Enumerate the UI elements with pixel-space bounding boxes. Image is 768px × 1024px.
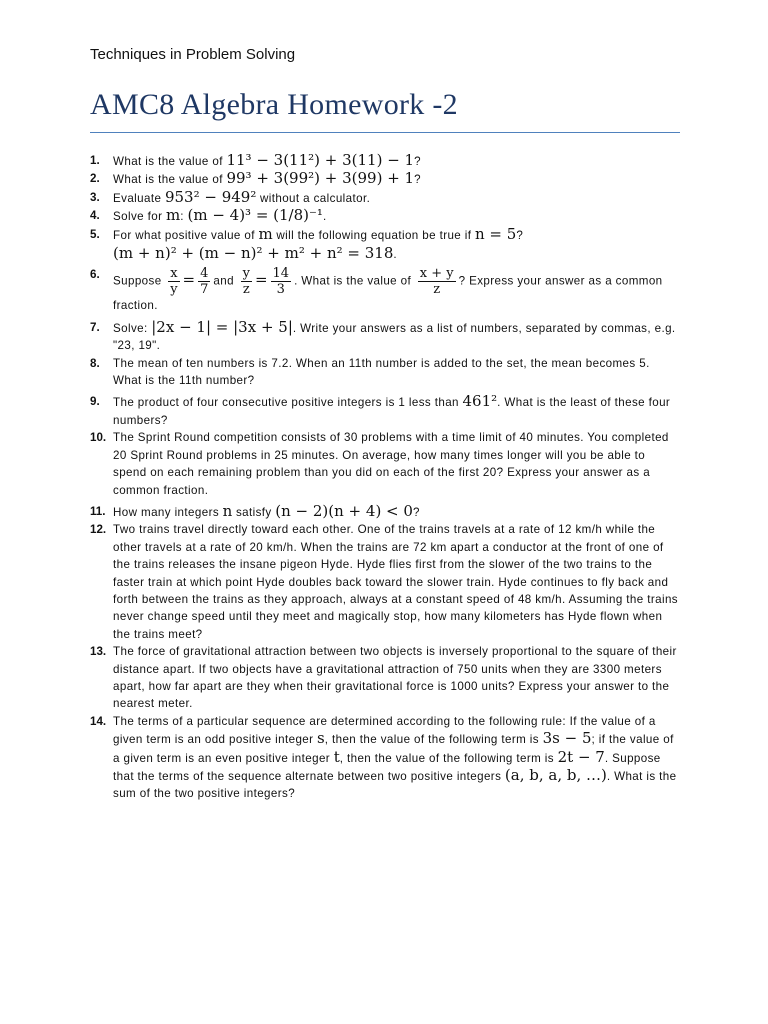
problem-text: ? — [414, 155, 421, 168]
problem-4 — [90, 207, 680, 225]
problem-text: What is the value of — [113, 173, 223, 187]
problem-text: . Write your answers as a list of numbers, separated by commas, e.g. "23, 19". — [113, 321, 676, 353]
math-variable: t — [333, 747, 340, 766]
problem-number: 5. — [90, 227, 100, 241]
equals-sign: = — [254, 271, 268, 289]
problem-text: The force of gravitational attraction between two objects is inversely proportional to the square of their distance apart. If two objects have a gravitational attraction of 750 units when they are 3300 meters apart, how far apart are they when their gravitational force is 1000 units? Express your answer to the nearest meter. — [113, 645, 677, 711]
problem-text: , then the value of the following term is — [324, 733, 539, 747]
problem-text: Suppose — [113, 275, 162, 288]
problem-2 — [90, 170, 680, 188]
problem-7 — [90, 319, 680, 355]
problem-text: ? Express your answer as a common fraction. — [113, 275, 663, 313]
math-expression: 953² − 949² — [164, 187, 257, 206]
problem-number: 6. — [90, 268, 100, 282]
math-expression: 2t − 7 — [557, 747, 605, 766]
problem-text: satisfy — [235, 505, 272, 519]
problem-number: 8. — [90, 356, 100, 370]
problem-number: 3. — [90, 190, 100, 204]
problem-text: . Suppose that the terms of the sequence alternate between two positive integers — [113, 751, 661, 783]
problem-number: 13. — [90, 645, 107, 659]
math-variable: m — [165, 206, 181, 225]
problem-number: 4. — [90, 209, 100, 223]
math-expression: 461² — [462, 392, 498, 411]
problem-number: 12. — [90, 523, 107, 537]
problem-11 — [90, 503, 680, 521]
problem-10 — [90, 429, 680, 499]
problem-text: The Sprint Round competition consists of 30 problems with a time limit of 40 minutes. You completed 20 Sprint Round problems in 25 minutes. On average, how many times longer will you be able to spend on each remaining problem than you did on each of the first 20? Express your answer as a common fraction. — [113, 431, 669, 497]
math-variable: s — [317, 729, 325, 748]
problem-text: ? — [516, 228, 524, 242]
problem-number: 7. — [90, 320, 100, 334]
problem-list — [90, 152, 680, 803]
fraction-14-over-3: $\frac{14}{3}$ — [272, 266, 290, 298]
problem-text: without a calculator. — [259, 191, 371, 205]
problem-text: For what positive value of — [113, 228, 255, 242]
problem-text: and — [213, 275, 234, 288]
problem-1 — [90, 152, 680, 170]
fraction-y-over-z: $\frac{y}{z}$ — [242, 266, 250, 298]
problem-text: ? — [412, 505, 420, 519]
problem-6 — [90, 266, 680, 314]
problem-number: 9. — [90, 395, 100, 409]
problem-number: 1. — [90, 154, 100, 167]
problem-text: . What is the sum of the two positive integers? — [113, 770, 677, 801]
fraction-x-plus-y-over-z: $\frac{x + y}{z}$ — [419, 266, 454, 298]
math-sequence: (a, b, a, b, …) — [504, 766, 607, 784]
problem-number: 2. — [90, 172, 100, 186]
problem-text: The product of four consecutive positive integers is 1 less than — [113, 396, 459, 410]
problem-text: What is the value of — [113, 155, 223, 168]
problem-text: . What is the least of these four numbers? — [113, 396, 671, 427]
problem-number: 11. — [90, 504, 106, 518]
equals-sign: = — [182, 271, 196, 289]
problem-text: . What is the value of — [294, 275, 412, 288]
problem-text: The mean of ten numbers is 7.2. When an 11th number is added to the set, the mean becomes 5. What is the 11th number? — [113, 356, 650, 388]
math-expression: 11³ − 3(11²) + 3(11) − 1 — [226, 151, 415, 169]
problem-text: Two trains travel directly toward each other. One of the trains travels at a rate of 12 km/h while the other travels at a rate of 20 km/h. When the trains are 72 km apart a conductor at the front of one of the trains releases the insane pigeon Hyde. Hyde flies first from the slower of the two trains to the faster train at which point Hyde doubles back toward the slower train. Hyde continues to fly back and forth between the trains as they approach, always at a constant speed of 48 km/h. Assuming the trains never change speed until they meet and magically stop, how many kilometers has Hyde flown when the trains meet? — [113, 523, 678, 641]
problem-text: ; if the value of a given term is an even positive integer — [113, 733, 674, 765]
fraction-4-over-7: $\frac{4}{7}$ — [200, 266, 209, 298]
problem-12 — [90, 521, 680, 643]
math-expression: (m − 4)³ = (1/8)⁻¹ — [187, 206, 323, 225]
math-equation: (m + n)² + (m − n)² + m² + n² = 318 — [113, 244, 394, 263]
math-equation: |2x − 1| = |3x + 5| — [151, 317, 293, 336]
problem-5 — [90, 226, 680, 264]
problem-text: will the following equation be true if — [276, 228, 472, 242]
math-variable: n — [222, 501, 233, 520]
math-expression: n = 5 — [475, 224, 517, 243]
problem-text: , then the value of the following term is — [339, 751, 554, 765]
problem-13 — [90, 643, 680, 713]
problem-text: Solve: — [113, 321, 148, 335]
problem-text: . — [393, 248, 397, 262]
problem-text: : — [180, 210, 184, 224]
course-header: Techniques in Problem Solving — [90, 46, 296, 63]
problem-number: 14. — [90, 714, 107, 728]
math-expression: 3s − 5 — [542, 729, 592, 748]
fraction-x-over-y: $\frac{x}{y}$ — [170, 266, 178, 298]
problem-text: . — [322, 210, 327, 224]
page-title: AMC8 Algebra Homework -2 — [90, 88, 458, 121]
problem-text: Evaluate — [113, 191, 162, 205]
title-divider — [90, 132, 680, 133]
problem-8 — [90, 355, 680, 390]
math-variable: m — [258, 224, 273, 243]
problem-text: Solve for — [113, 210, 163, 224]
problem-text: ? — [414, 173, 421, 187]
problem-14 — [90, 713, 680, 803]
math-expression: 99³ + 3(99²) + 3(99) + 1 — [226, 169, 415, 188]
math-inequality: (n − 2)(n + 4) < 0 — [275, 501, 413, 520]
problem-text: The terms of a particular sequence are determined according to the following rule: If the value of a given term is an odd positive integer — [113, 714, 656, 747]
problem-number: 10. — [90, 431, 107, 445]
problem-text: How many integers — [113, 505, 220, 519]
problem-3 — [90, 189, 680, 207]
problem-9 — [90, 393, 680, 429]
